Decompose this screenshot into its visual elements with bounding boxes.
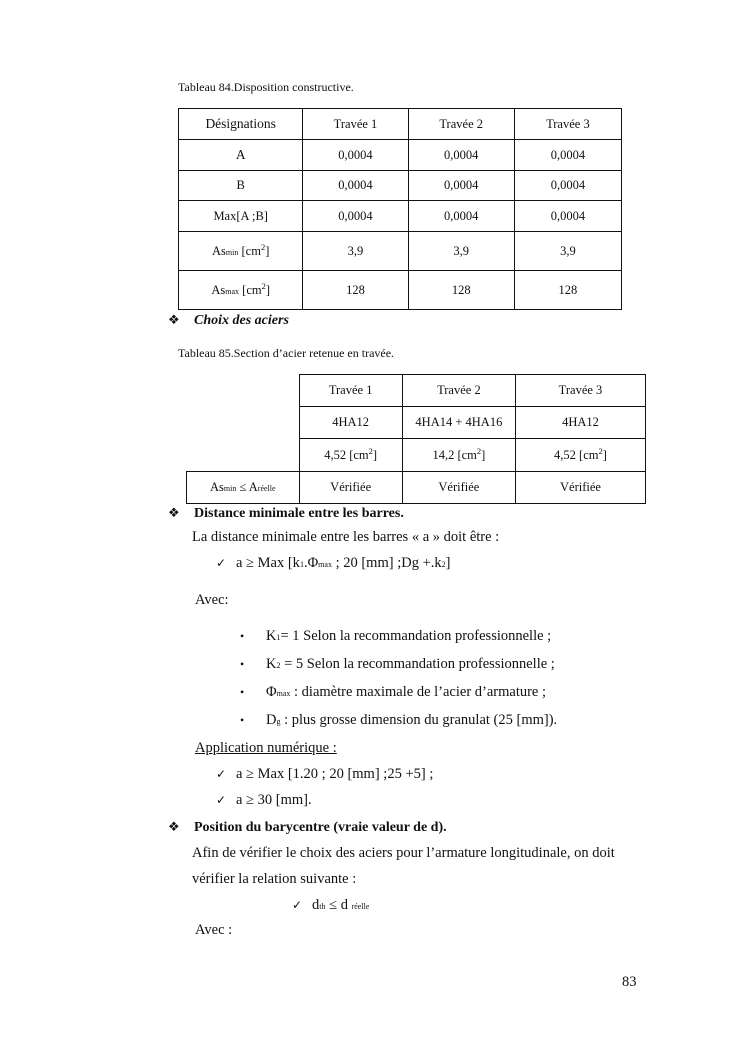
cell: 3,9 <box>514 232 621 271</box>
cell: 0,0004 <box>514 201 621 232</box>
distance-formula <box>216 555 450 572</box>
table-row <box>179 140 622 171</box>
label-op: ≤ A <box>236 480 258 494</box>
cell: 0,0004 <box>303 201 408 232</box>
cell: 128 <box>408 271 514 310</box>
cell: 0,0004 <box>303 140 408 171</box>
label-text: As <box>209 480 224 494</box>
cell: Vérifiée <box>515 472 645 504</box>
area-sup: 2 <box>598 446 603 457</box>
label-sub: min <box>225 248 239 258</box>
row-label: B <box>179 171 303 201</box>
header-cell: Travée 3 <box>515 375 645 407</box>
diamond-bullet-icon: ❖ <box>168 819 180 834</box>
cell: 128 <box>303 271 408 310</box>
area-value: 4,52 [cm <box>554 448 599 463</box>
application-title: Application numérique : <box>195 740 337 756</box>
heading-text: Distance minimale entre les barres. <box>194 506 404 521</box>
cell: 0,0004 <box>514 140 621 171</box>
diamond-bullet-icon: ❖ <box>168 312 180 327</box>
formula-part: ] <box>445 555 451 571</box>
item-sub: 2 <box>276 661 281 670</box>
cell <box>402 439 515 472</box>
cell: 128 <box>514 271 621 310</box>
label-sub: min <box>223 484 237 493</box>
list-item <box>240 684 546 701</box>
header-cell: Travée 2 <box>408 109 514 140</box>
label-unit: [cm <box>238 244 261 259</box>
checkmark-icon: ✓ <box>216 556 227 570</box>
relation-sub: th <box>319 902 326 911</box>
list-item <box>240 628 551 645</box>
avec-label: Avec: <box>195 592 229 608</box>
cell: 3,9 <box>303 232 408 271</box>
table85 <box>186 374 646 504</box>
bullet-icon: • <box>240 657 245 671</box>
list-item <box>240 656 555 673</box>
area-sup: 2 <box>476 446 482 457</box>
table-row <box>179 271 622 310</box>
item-main: K <box>266 628 277 644</box>
bullet-icon: • <box>240 713 245 727</box>
label-text: As <box>211 283 226 298</box>
item-main: K <box>266 656 277 672</box>
cell: Vérifiée <box>299 472 402 504</box>
relation-d: d <box>312 897 320 913</box>
item-sub: 1 <box>276 633 281 642</box>
cell: 0,0004 <box>408 140 514 171</box>
cell: 4HA12 <box>515 407 645 439</box>
header-cell: Travée 3 <box>514 109 621 140</box>
table-header-row <box>187 375 646 407</box>
checkmark-icon: ✓ <box>216 767 227 781</box>
diamond-bullet-icon: ❖ <box>168 505 180 520</box>
heading-position-barycentre <box>168 819 447 836</box>
cell: 3,9 <box>408 232 514 271</box>
cell: 0,0004 <box>303 171 408 201</box>
row-label: A <box>179 140 303 171</box>
label-unit: [cm <box>239 283 262 298</box>
cell: 0,0004 <box>408 201 514 232</box>
formula-part: ; 20 [mm] ;Dg +.k <box>331 555 442 571</box>
label-sub: réelle <box>257 484 276 493</box>
table-row <box>187 439 646 472</box>
checkmark-icon: ✓ <box>216 793 227 807</box>
table85-caption: Tableau 85.Section d’acier retenue en travée. <box>178 346 395 360</box>
formula-part: .Φ <box>303 555 319 571</box>
cell: 4HA12 <box>299 407 402 439</box>
table84-caption: Tableau 84.Disposition constructive. <box>178 80 354 94</box>
cell <box>299 439 402 472</box>
label-end: ] <box>265 283 271 298</box>
table-row <box>179 232 622 271</box>
cell: 0,0004 <box>514 171 621 201</box>
area-end: ] <box>372 448 378 463</box>
row-label <box>179 232 303 271</box>
header-cell: Désignations <box>179 109 303 140</box>
distance-intro: La distance minimale entre les barres « a » doit être : <box>192 529 500 545</box>
table-header-row <box>179 109 622 140</box>
cell: 0,0004 <box>408 171 514 201</box>
item-sub: max <box>276 689 291 698</box>
area-value: 14,2 [cm <box>432 448 477 463</box>
table-row <box>179 171 622 201</box>
application-line <box>216 766 433 783</box>
label-sup: 2 <box>261 281 266 292</box>
heading-choix-des-aciers <box>168 312 289 329</box>
avec-label-2: Avec : <box>195 922 233 938</box>
row-label: Max[A ;B] <box>179 201 303 232</box>
formula-sub: 1 <box>299 560 304 569</box>
area-value: 4,52 [cm <box>324 448 369 463</box>
bullet-icon: • <box>240 685 245 699</box>
header-cell: Travée 1 <box>303 109 408 140</box>
label-text: As <box>212 244 226 259</box>
table-row <box>179 201 622 232</box>
row-label <box>179 271 303 310</box>
area-end: ] <box>602 448 607 463</box>
item-main: D <box>266 712 277 728</box>
item-text: : plus grosse dimension du granulat (25 [mm]). <box>280 712 558 728</box>
barycentre-paragraph-line2: vérifier la relation suivante : <box>192 871 357 887</box>
area-sup: 2 <box>368 446 373 457</box>
item-text: : diamètre maximale de l’acier d’armature ; <box>290 684 547 700</box>
empty-cell <box>187 439 300 472</box>
page-number: 83 <box>622 974 637 990</box>
cell: 4HA14 + 4HA16 <box>402 407 515 439</box>
bullet-icon: • <box>240 629 245 643</box>
item-main: Φ <box>266 684 277 700</box>
label-sup: 2 <box>260 242 266 253</box>
empty-cell <box>187 375 300 407</box>
checkmark-icon: ✓ <box>292 898 303 912</box>
row-label <box>187 472 300 504</box>
application-text: a ≥ 30 [mm]. <box>236 792 312 808</box>
label-end: ] <box>265 244 270 259</box>
header-cell: Travée 1 <box>299 375 402 407</box>
formula-sub: max <box>318 560 332 569</box>
application-text: a ≥ Max [1.20 ; 20 [mm] ;25 +5] ; <box>236 766 434 782</box>
header-cell: Travée 2 <box>402 375 515 407</box>
barycentre-paragraph-line1: Afin de vérifier le choix des aciers pour l’armature longitudinale, on doit <box>192 845 615 861</box>
formula-part: a ≥ Max [k <box>236 555 300 571</box>
item-sub: g <box>276 717 281 726</box>
barycentre-relation <box>292 897 369 914</box>
label-sub: max <box>225 287 240 297</box>
table-row <box>187 472 646 504</box>
heading-text: Choix des aciers <box>194 313 289 328</box>
list-item <box>240 712 557 729</box>
formula-sub: 2 <box>441 560 446 569</box>
relation-sub: réelle <box>351 902 370 911</box>
area-end: ] <box>481 448 486 463</box>
empty-cell <box>187 407 300 439</box>
application-line <box>216 792 312 809</box>
relation-op: ≤ d <box>325 897 352 913</box>
item-text: = 5 Selon la recommandation professionnelle ; <box>280 656 555 672</box>
cell: Vérifiée <box>402 472 515 504</box>
cell <box>515 439 645 472</box>
table-row <box>187 407 646 439</box>
heading-distance-minimale <box>168 505 404 522</box>
table84 <box>178 108 622 310</box>
item-text: = 1 Selon la recommandation professionnelle ; <box>280 628 552 644</box>
heading-text: Position du barycentre (vraie valeur de d). <box>194 820 447 835</box>
